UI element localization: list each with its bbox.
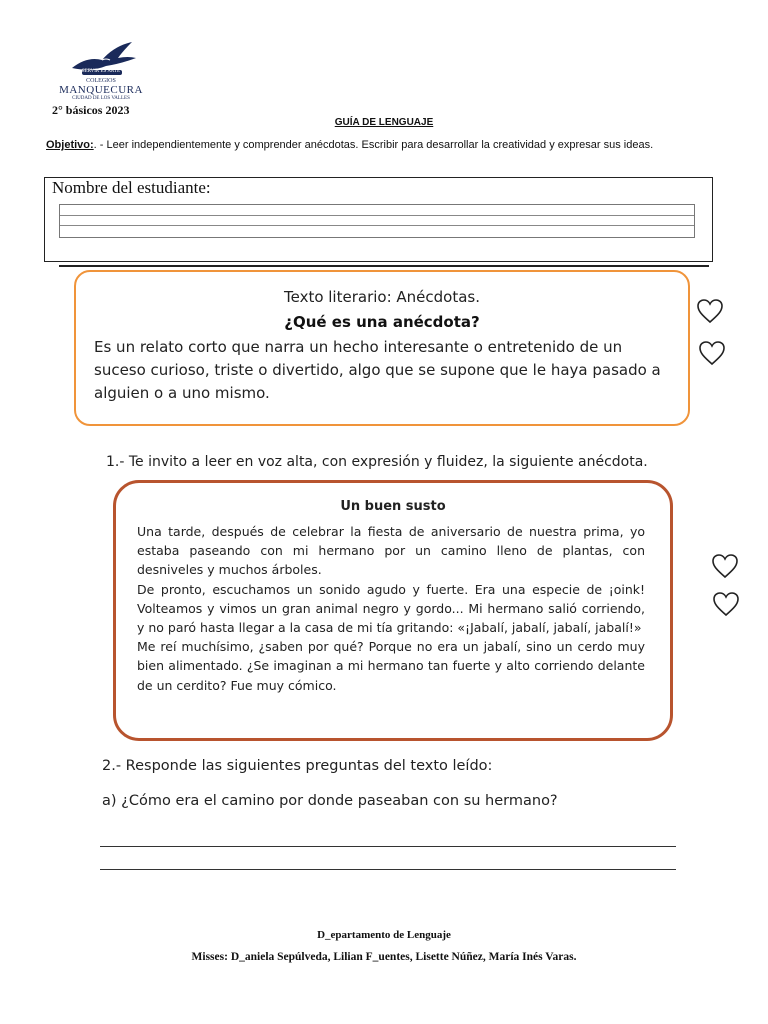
question-2a: a) ¿Cómo era el camino por donde paseaban con su hermano? [102, 793, 558, 809]
objective-label: Objetivo: [46, 139, 94, 151]
question-1: 1.- Te invito a leer en voz alta, con expresión y fluidez, la siguiente anécdota. [106, 454, 648, 470]
answer-line[interactable] [100, 869, 676, 870]
definition-body: Es un relato corto que narra un hecho interesante o entretenido de un suceso curioso, triste o divertido, algo que se supone que le haya pasado a alguien o a uno mismo. [94, 338, 661, 402]
heart-outline-icon [711, 553, 739, 584]
student-name-field[interactable] [59, 204, 695, 238]
grade-label: 2° básicos 2023 [52, 103, 130, 117]
story-title: Un buen susto [340, 499, 446, 514]
heart-outline-icon [698, 340, 726, 371]
logo-motto: SERVIR ES ARTE [81, 69, 121, 74]
logo-city: CIUDAD DE LOS VALLES [72, 96, 130, 101]
story-paragraph: De pronto, escuchamos un sonido agudo y fuerte. Era una especie de ¡oink! Volteamos y vimos un gran animal negro y gordo... Mi hermano salió corriendo, y no paró hasta llegar a la casa de mi tía gritando: «¡Jabalí, jabalí, jabalí, jabalí!» [137, 581, 645, 636]
logo-school-line1: COLEGIOS [86, 78, 116, 84]
story-paragraph: Me reí muchísimo, ¿saben por qué? Porque no era un jabalí, sino un cerdo muy bien alimentado. ¿Se imaginan a mi hermano tan fuerte y alto corriendo delante de un cerdito? Fue muy cómico. [137, 639, 645, 693]
logo-school-name: MANQUECURA [59, 84, 143, 96]
question-2: 2.- Responde las siguientes preguntas del texto leído: [102, 758, 493, 774]
department-label: D_epartamento de Lenguaje [317, 929, 451, 941]
answer-line[interactable] [100, 846, 676, 847]
definition-question: ¿Qué es una anécdota? [284, 313, 480, 331]
teachers-label: Misses: D_aniela Sepúlveda, Lilian F_uentes, Lisette Núñez, María Inés Varas. [191, 951, 577, 963]
story-body [137, 522, 645, 695]
heart-outline-icon [696, 298, 724, 329]
student-name-label: Nombre del estudiante: [52, 178, 211, 197]
name-box-underline [59, 265, 709, 267]
objective-text: . - Leer independientemente y comprender anécdotas. Escribir para desarrollar la creatividad y expresar sus ideas. [93, 139, 654, 151]
objective [46, 138, 722, 153]
guide-title: GUÍA DE LENGUAJE [334, 117, 434, 128]
heart-outline-icon [712, 591, 740, 622]
story-paragraph: Una tarde, después de celebrar la fiesta de aniversario de nuestra prima, yo estaba paseando con mi hermano por un camino lleno de plantas, con desniveles y muchos árboles. [137, 524, 645, 578]
definition-title: Texto literario: Anécdotas. [283, 288, 481, 306]
